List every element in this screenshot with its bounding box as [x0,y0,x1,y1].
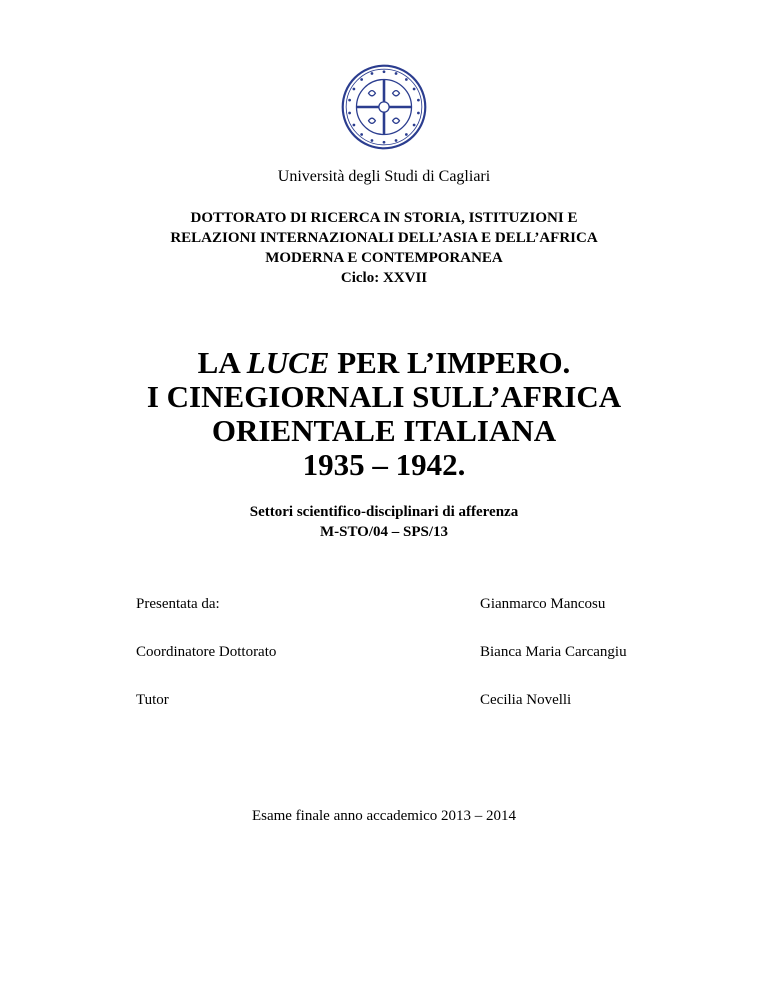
thesis-title [40,346,728,482]
title-line-3: ORIENTALE ITALIANA [211,413,557,448]
role-label: Tutor [136,692,169,708]
role-label: Coordinatore Dottorato [136,644,277,660]
role-row-presenter [136,596,656,644]
title-line-4: 1935 – 1942. [302,447,466,482]
program-line-2: RELAZIONI INTERNAZIONALI DELL’ASIA E DELL’AFRICA [170,230,598,246]
role-row-tutor [136,692,656,740]
role-value: Gianmarco Mancosu [480,596,606,612]
role-row-coordinator [136,644,656,692]
roles-list [136,596,656,740]
program-line-1: DOTTORATO DI RICERCA IN STORIA, ISTITUZIONI E [190,210,578,226]
program-line-3: MODERNA E CONTEMPORANEA [265,250,503,266]
university-seal-icon [341,64,427,150]
university-name: Università degli Studi di Cagliari [277,168,491,185]
title-line-1-suffix: PER L’IMPERO. [329,345,571,380]
sectors-codes: M-STO/04 – SPS/13 [319,524,449,540]
role-value: Bianca Maria Carcangiu [480,644,627,660]
sectors-heading: Settori scientifico-disciplinari di afferenza [249,504,519,520]
disciplinary-sectors [0,502,768,542]
final-exam-year: Esame finale anno accademico 2013 – 2014 [251,808,517,824]
title-line-1-italic: LUCE [246,345,330,380]
program-cycle: Ciclo: XXVII [340,270,428,286]
doctoral-program [100,208,668,288]
role-value: Cecilia Novelli [480,692,572,708]
title-line-2: I CINEGIORNALI SULL’AFRICA [146,379,622,414]
role-label: Presentata da: [136,596,220,612]
title-line-1-prefix: LA [197,345,247,380]
title-line-1 [40,346,728,380]
